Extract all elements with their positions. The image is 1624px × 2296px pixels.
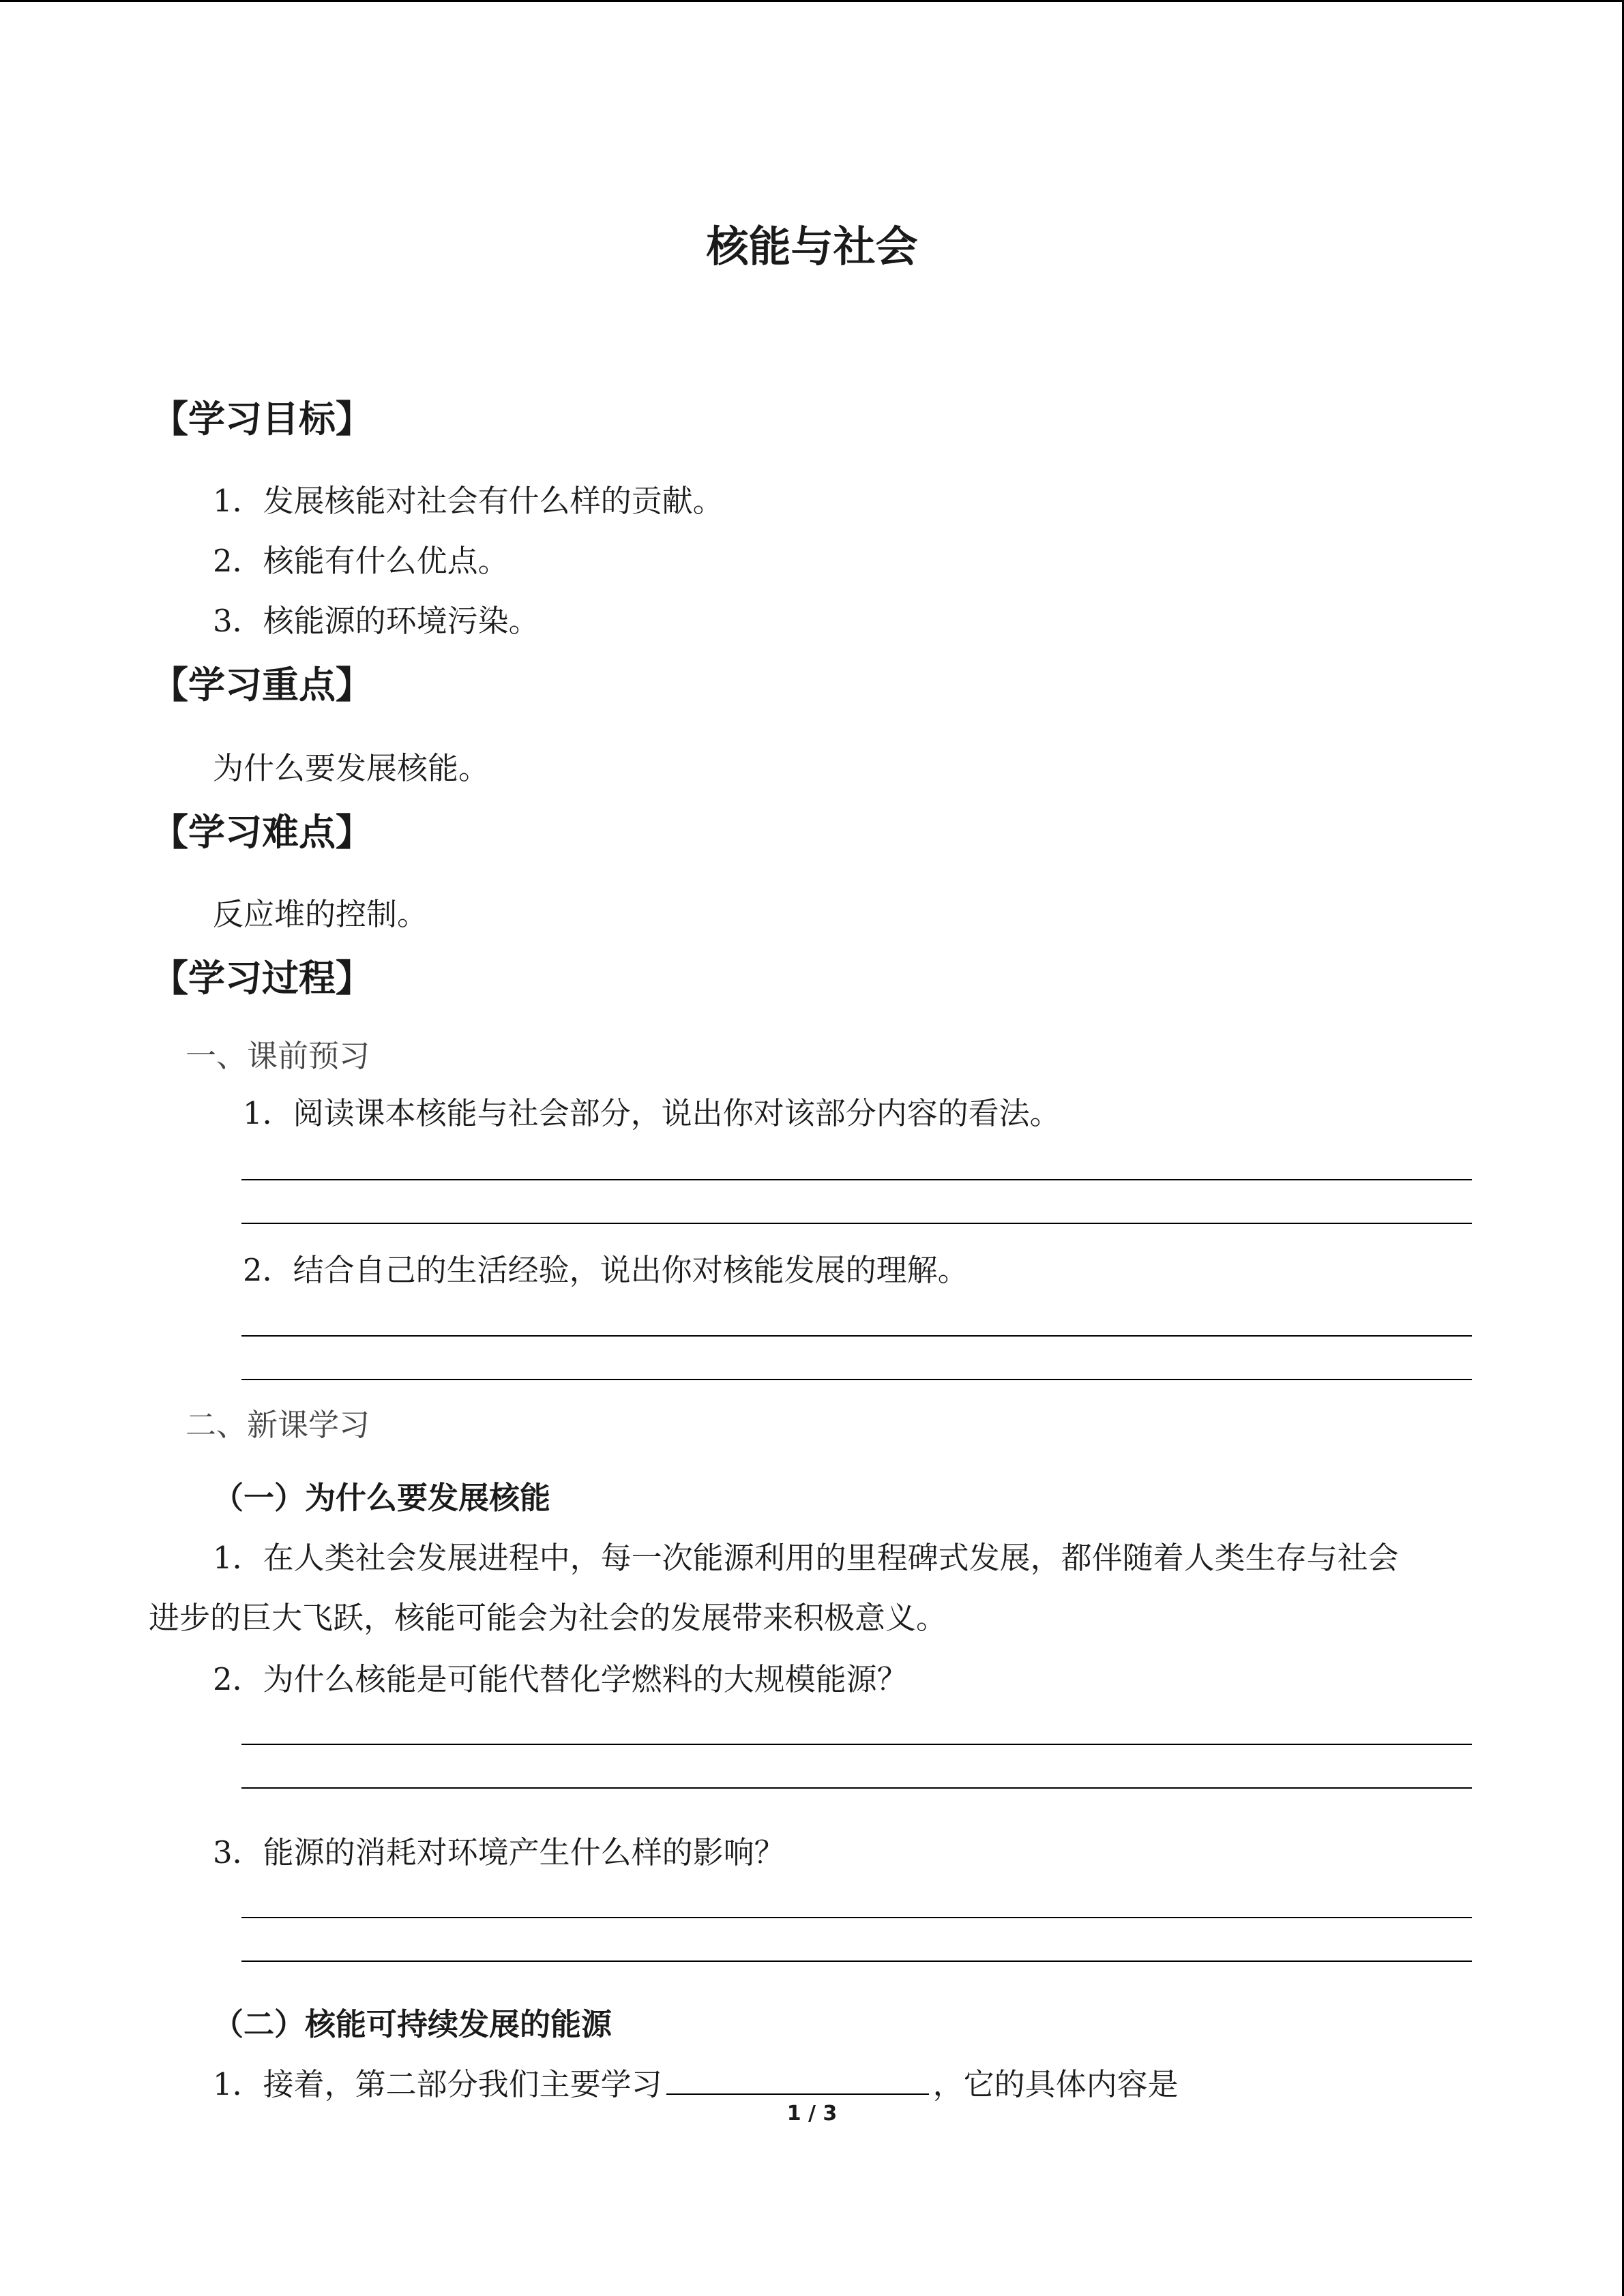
part1-heading: （一）为什么要发展核能 (213, 1480, 551, 1516)
goal-item-3: 3．核能源的环境污染。 (213, 603, 540, 639)
goals-heading: 【学习目标】 (151, 398, 372, 441)
part1-question-2: 2．为什么核能是可能代替化学燃料的大规模能源？ (213, 1661, 908, 1697)
part2-heading: （二）核能可持续发展的能源 (213, 2006, 612, 2042)
difficulty-text: 反应堆的控制。 (213, 896, 428, 932)
part2-question-1-prefix: 1．接着，第二部分我们主要学习 (213, 2066, 662, 2102)
difficulty-heading: 【学习难点】 (151, 811, 372, 854)
preview-question-2: 2．结合自己的生活经验，说出你对核能发展的理解。 (243, 1252, 969, 1288)
document-title: 核能与社会 (706, 222, 918, 271)
part1-question-3: 3．能源的消耗对环境产生什么样的影响？ (213, 1834, 785, 1870)
part1-paragraph-line1: 1．在人类社会发展进程中，每一次能源利用的里程碑式发展，都伴随着人类生存与社会 (213, 1540, 1399, 1576)
answer-line[interactable] (241, 1179, 1472, 1180)
goal-item-1: 1．发展核能对社会有什么样的贡献。 (213, 483, 724, 519)
answer-line[interactable] (241, 1744, 1472, 1745)
focus-text: 为什么要发展核能。 (213, 750, 490, 786)
preview-question-1: 1．阅读课本核能与社会部分，说出你对该部分内容的看法。 (243, 1095, 1061, 1131)
part1-paragraph-line2: 进步的巨大飞跃，核能可能会为社会的发展带来积极意义。 (149, 1600, 947, 1636)
page-top-border (0, 0, 1624, 2)
part2-question-1 (213, 2059, 1179, 2104)
process-heading: 【学习过程】 (151, 957, 372, 1000)
focus-heading: 【学习重点】 (151, 664, 372, 706)
fill-blank[interactable] (666, 2066, 929, 2095)
answer-line[interactable] (241, 1379, 1472, 1380)
answer-line[interactable] (241, 1787, 1472, 1789)
page-number: 1 / 3 (786, 2102, 838, 2126)
newlesson-heading: 二、新课学习 (186, 1407, 370, 1443)
answer-line[interactable] (241, 1960, 1472, 1962)
part2-question-1-suffix: ，它的具体内容是 (932, 2066, 1179, 2102)
answer-line[interactable] (241, 1917, 1472, 1918)
goal-item-2: 2．核能有什么优点。 (213, 543, 509, 579)
answer-line[interactable] (241, 1335, 1472, 1337)
preview-heading: 一、课前预习 (186, 1038, 370, 1074)
answer-line[interactable] (241, 1223, 1472, 1224)
